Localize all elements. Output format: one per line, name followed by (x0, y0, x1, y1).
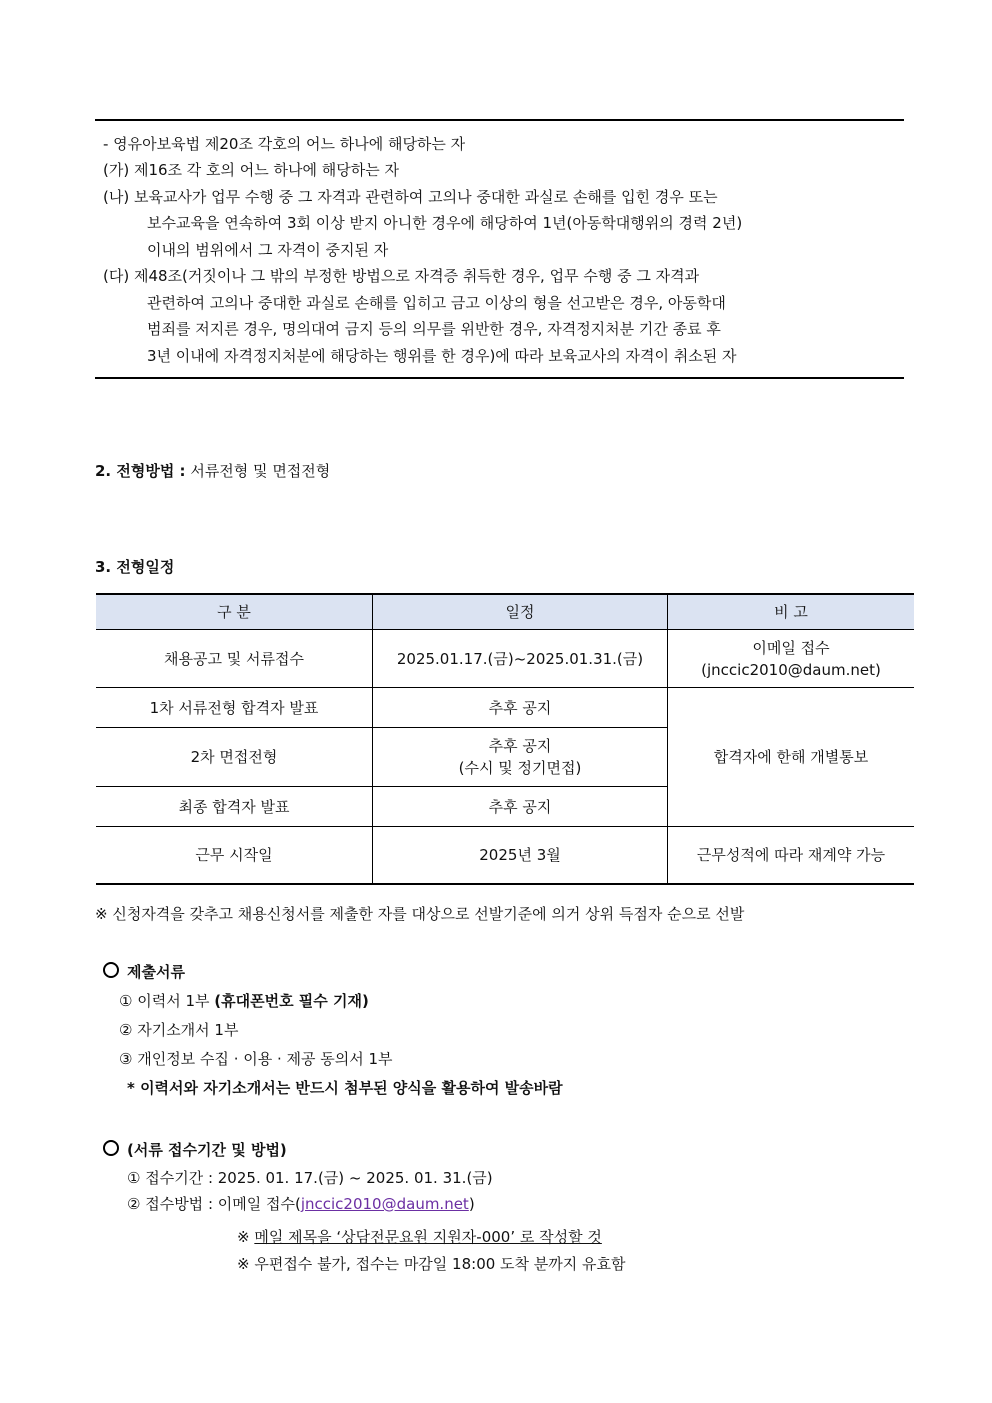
header-note: 비 고 (668, 594, 915, 630)
documents-heading: 제출서류 (127, 963, 185, 981)
header-category: 구 분 (96, 594, 373, 630)
section-2-text: 서류전형 및 면접전형 (190, 462, 331, 480)
table-row (96, 827, 914, 884)
row-date: 2025년 3월 (373, 827, 668, 884)
mail-subject-note: 메일 제목을 ‘상담전문요원 지원자-000’ 로 작성할 것 (254, 1228, 602, 1246)
bottom-rule (95, 377, 904, 379)
row-date: 추후 공지 (373, 688, 668, 728)
document-item (119, 990, 369, 1011)
submission-note-1 (237, 1226, 602, 1247)
submission-heading: (서류 접수기간 및 방법) (127, 1141, 287, 1159)
submission-period: ① 접수기간 : 2025. 01. 17.(금) ~ 2025. 01. 31.(금) (127, 1169, 493, 1187)
date-line: 추후 공지 (488, 737, 552, 755)
row-note (668, 630, 915, 688)
header-schedule: 일정 (373, 594, 668, 630)
section-2 (95, 460, 330, 481)
merged-note: 합격자에 한해 개별통보 (668, 688, 915, 827)
qual-line: 3년 이내에 자격정지처분에 해당하는 행위를 한 경우)에 따라 보육교사의 자격이 취소된 자 (147, 347, 737, 365)
note-email: (jnccic2010@daum.net) (701, 660, 881, 679)
selection-note: ※ 신청자격을 갖추고 채용신청서를 제출한 자를 대상으로 선발기준에 의거 상위 득점자 순으로 선발 (95, 905, 745, 923)
row-label: 근무 시작일 (96, 827, 373, 884)
note-mark: ※ (237, 1228, 255, 1246)
submission-method-text: ② 접수방법 : 이메일 접수( (127, 1195, 301, 1213)
documents-note: * 이력서와 자기소개서는 반드시 첨부된 양식을 활용하여 발송바람 (127, 1079, 563, 1097)
qual-line: 범죄를 저지른 경우, 명의대여 금지 등의 의무를 위반한 경우, 자격정지처분 기간 종료 후 (147, 320, 721, 338)
row-date (373, 728, 668, 787)
row-note: 근무성적에 따라 재계약 가능 (668, 827, 915, 884)
table-row (96, 688, 914, 728)
row-label: 최종 합격자 발표 (96, 787, 373, 827)
circle-bullet-icon (103, 962, 119, 978)
submission-method (127, 1193, 475, 1214)
submission-note-2: ※ 우편접수 불가, 접수는 마감일 18:00 도착 분까지 유효함 (237, 1255, 626, 1273)
submission-method-suffix: ) (468, 1195, 475, 1213)
email-link[interactable]: jnccic2010@daum.net (300, 1195, 469, 1213)
row-label: 1차 서류전형 합격자 발표 (96, 688, 373, 728)
qual-line: (가) 제16조 각 호의 어느 하나에 해당하는 자 (103, 161, 400, 179)
qual-line: - 영유아보육법 제20조 각호의 어느 하나에 해당하는 자 (103, 135, 466, 153)
qual-line: 이내의 범위에서 그 자격이 중지된 자 (147, 241, 389, 259)
document-item-text: ① 이력서 1부 (119, 992, 215, 1010)
section-3-heading: 3. 전형일정 (95, 558, 175, 576)
document-item-bold: (휴대폰번호 필수 기재) (214, 992, 369, 1010)
schedule-table (96, 593, 914, 885)
top-rule (95, 119, 904, 121)
qual-line: (다) 제48조(거짓이나 그 밖의 부정한 방법으로 자격증 취득한 경우, 업무 수행 중 그 자격과 (103, 267, 700, 285)
submission-heading-row (103, 1139, 287, 1160)
qual-line: (나) 보육교사가 업무 수행 중 그 자격과 관련하여 고의나 중대한 과실로 손해를 입힌 경우 또는 (103, 188, 718, 206)
row-label: 채용공고 및 서류접수 (96, 630, 373, 688)
date-line: (수시 및 정기면접) (458, 759, 582, 777)
qual-line: 보수교육을 연속하여 3회 이상 받지 아니한 경우에 해당하여 1년(아동학대행위의 경력 2년) (147, 214, 743, 232)
document-item: ③ 개인정보 수집 · 이용 · 제공 동의서 1부 (119, 1050, 393, 1068)
document-item: ② 자기소개서 1부 (119, 1021, 239, 1039)
section-2-heading: 2. 전형방법 : (95, 462, 186, 480)
table-header-row (96, 594, 914, 630)
table-row (96, 630, 914, 688)
qual-line: 관련하여 고의나 중대한 과실로 손해를 입히고 금고 이상의 형을 선고받은 경우, 아동학대 (147, 294, 726, 312)
circle-bullet-icon (103, 1140, 119, 1156)
row-date: 추후 공지 (373, 787, 668, 827)
documents-heading-row (103, 961, 185, 982)
note-line: 이메일 접수 (752, 638, 830, 657)
row-label: 2차 면접전형 (96, 728, 373, 787)
row-date: 2025.01.17.(금)~2025.01.31.(금) (373, 630, 668, 688)
